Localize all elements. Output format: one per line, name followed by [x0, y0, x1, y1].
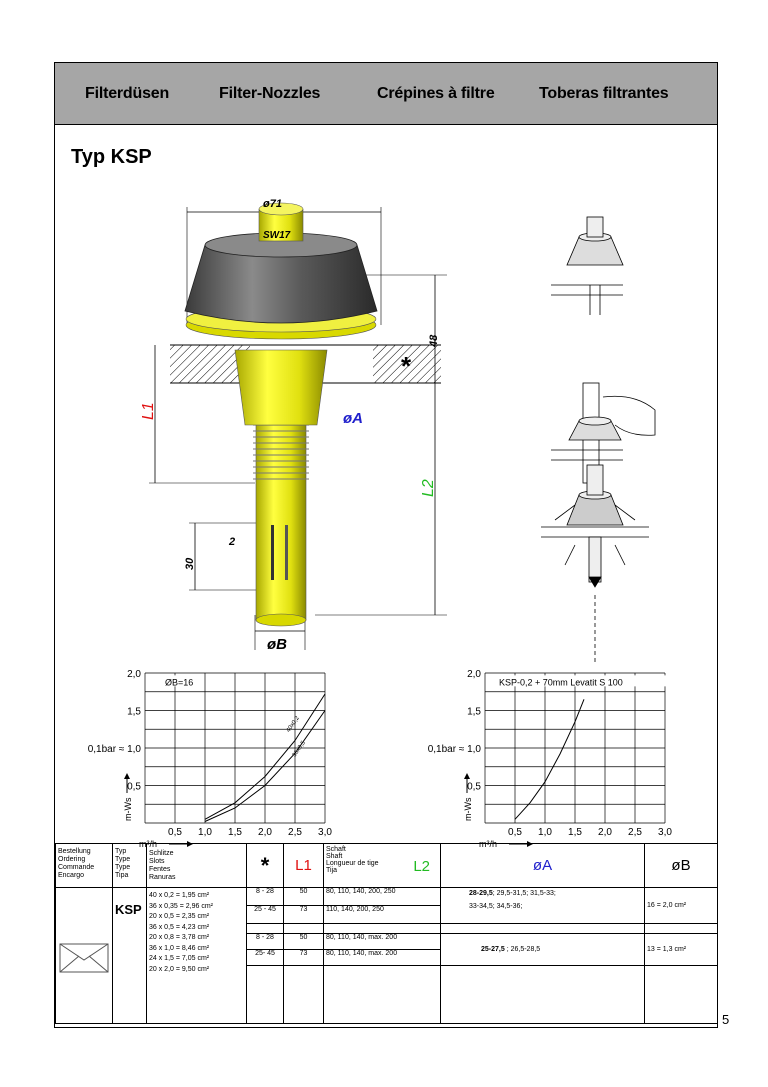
h-ob: øB [645, 844, 718, 888]
y-tick-label: 1,5 [127, 706, 141, 718]
dim-star: * [401, 351, 412, 381]
y-unit-label: m-Ws [463, 797, 473, 821]
y-tick-label: 1,5 [467, 706, 481, 718]
dim-2: 2 [229, 536, 236, 548]
h-shaft: Schaft Shaft Longueur de tige Tija [326, 846, 379, 874]
dim-sw17: SW17 [263, 230, 291, 241]
nozzle-shaft [256, 415, 306, 620]
x-tick-label: 3,0 [658, 827, 672, 838]
x-tick-label: 1,5 [228, 827, 242, 838]
oa-group2 [441, 934, 645, 966]
x-tick-label: 2,0 [598, 827, 612, 838]
row0-star: 8 - 28 [247, 888, 284, 906]
page-frame [54, 62, 718, 1028]
y-tick-label: 2,0 [127, 669, 141, 680]
row1-star: 25 - 45 [247, 906, 284, 924]
envelope-icon [59, 943, 109, 973]
oa2b: ; 26,5-28,5 [504, 946, 541, 953]
row3-l1: 73 [284, 950, 324, 966]
ob-group1: 16 = 2,0 cm² [645, 888, 718, 924]
row3-shaft: 80, 110, 140, max. 200 [324, 950, 441, 966]
row0-l1: 50 [284, 888, 324, 906]
dim-d71: ø71 [263, 198, 282, 210]
dim-l2: L2 [420, 479, 437, 497]
x-tick-label: 2,5 [628, 827, 642, 838]
x-tick-label: 1,0 [538, 827, 552, 838]
y-arrow-head [124, 773, 130, 779]
shaft-slot [271, 525, 274, 580]
row1-shaft: 110, 140, 200, 250 [324, 906, 441, 924]
page-number: 5 [722, 1012, 730, 1027]
ob-group2: 13 = 1,3 cm² [645, 934, 718, 966]
dim-l1: L1 [140, 402, 157, 420]
dim-ob: øB [267, 636, 287, 653]
chart-annotation: KSP-0,2 + 70mm Levatit S 100 [499, 677, 623, 688]
h-type: Typ Type Type Tipa [115, 848, 131, 879]
x-tick-label: 2,0 [258, 827, 272, 838]
y-tick-label: 0,5 [467, 781, 481, 793]
charts [55, 663, 717, 849]
col-order [56, 844, 113, 888]
y-arrow-head [464, 773, 470, 779]
chart-left [88, 669, 333, 849]
col-shaft [324, 844, 441, 888]
x-tick-label: 0,5 [508, 827, 522, 838]
col-type [113, 844, 147, 888]
series-label: 36x0,5 [291, 740, 307, 759]
dim-oa: øA [343, 410, 363, 427]
h-l2: L2 [413, 858, 431, 875]
oa1c: 33-34,5; 34,5-36; [469, 903, 523, 910]
col-slots [147, 844, 247, 888]
title-banner [55, 63, 717, 125]
sketch-flow [541, 465, 649, 665]
series-line [515, 699, 584, 819]
y-unit-label: m-Ws [123, 797, 133, 821]
x-tick-label: 1,5 [568, 827, 582, 838]
dim-48: 48 [428, 334, 440, 347]
dim-30: 30 [184, 557, 196, 570]
title-es: Toberas filtrantes [539, 85, 669, 102]
title-fr: Crépines à filtre [377, 85, 495, 102]
sketch-installed [551, 217, 623, 315]
oa1b: ; 29,5-31,5; 31,5-33; [492, 890, 556, 897]
chart-right [428, 669, 673, 849]
oa-group1 [441, 888, 645, 924]
order-cell [56, 888, 113, 1024]
x-tick-label: 0,5 [168, 827, 182, 838]
x-tick-label: 2,5 [288, 827, 302, 838]
x-tick-label: 1,0 [198, 827, 212, 838]
type-label: Typ KSP [71, 146, 152, 168]
y-side-label: 0,1bar ≈ 1,0 [427, 744, 481, 755]
row2-shaft: 80, 110, 140, max. 200 [324, 934, 441, 950]
series-label: 40x0,2 [285, 715, 301, 734]
nozzle-collar [235, 350, 327, 425]
row1-l1: 73 [284, 906, 324, 924]
row0-shaft: 80, 110, 140, 200, 250 [324, 888, 441, 906]
title-de: Filterdüsen [85, 85, 170, 102]
h-l1: L1 [284, 844, 324, 888]
row2-star: 8 - 28 [247, 934, 284, 950]
title-en: Filter-Nozzles [219, 85, 321, 102]
row3-star: 25- 45 [247, 950, 284, 966]
x-unit-label: m³/h [479, 839, 497, 849]
row2-l1: 50 [284, 934, 324, 950]
h-order: Bestellung Ordering Commande Encargo [58, 848, 95, 879]
x-unit-label: m³/h [139, 839, 157, 849]
slots-list: 40 x 0,2 = 1,95 cm² 36 x 0,35 = 2,96 cm² 20 x 0,5 = 2,35 cm² 36 x 0,5 = 4,23 cm² 20 x 0,8 = 3,78 cm² 36 x 1,0 = 8,46 cm² 24 x 1,5 = 7,05 cm² 20 x 2,0 = 9,50 cm² [147, 888, 247, 1024]
type-value: KSP [113, 888, 147, 1024]
order-table [55, 843, 718, 1024]
y-side-label: 0,1bar ≈ 1,0 [87, 744, 141, 755]
h-star: * [247, 844, 284, 888]
oa2a: 25-27,5 [481, 946, 505, 953]
h-oa: øA [441, 844, 645, 888]
h-slots: Schlitze Slots Fentes Ranuras [149, 850, 176, 881]
x-tick-label: 3,0 [318, 827, 332, 838]
chart-annotation: ØB=16 [165, 677, 194, 688]
oa1a: 28-29,5 [469, 890, 493, 897]
y-tick-label: 0,5 [127, 781, 141, 793]
nozzle-drawing [55, 125, 717, 665]
y-tick-label: 2,0 [467, 669, 481, 680]
